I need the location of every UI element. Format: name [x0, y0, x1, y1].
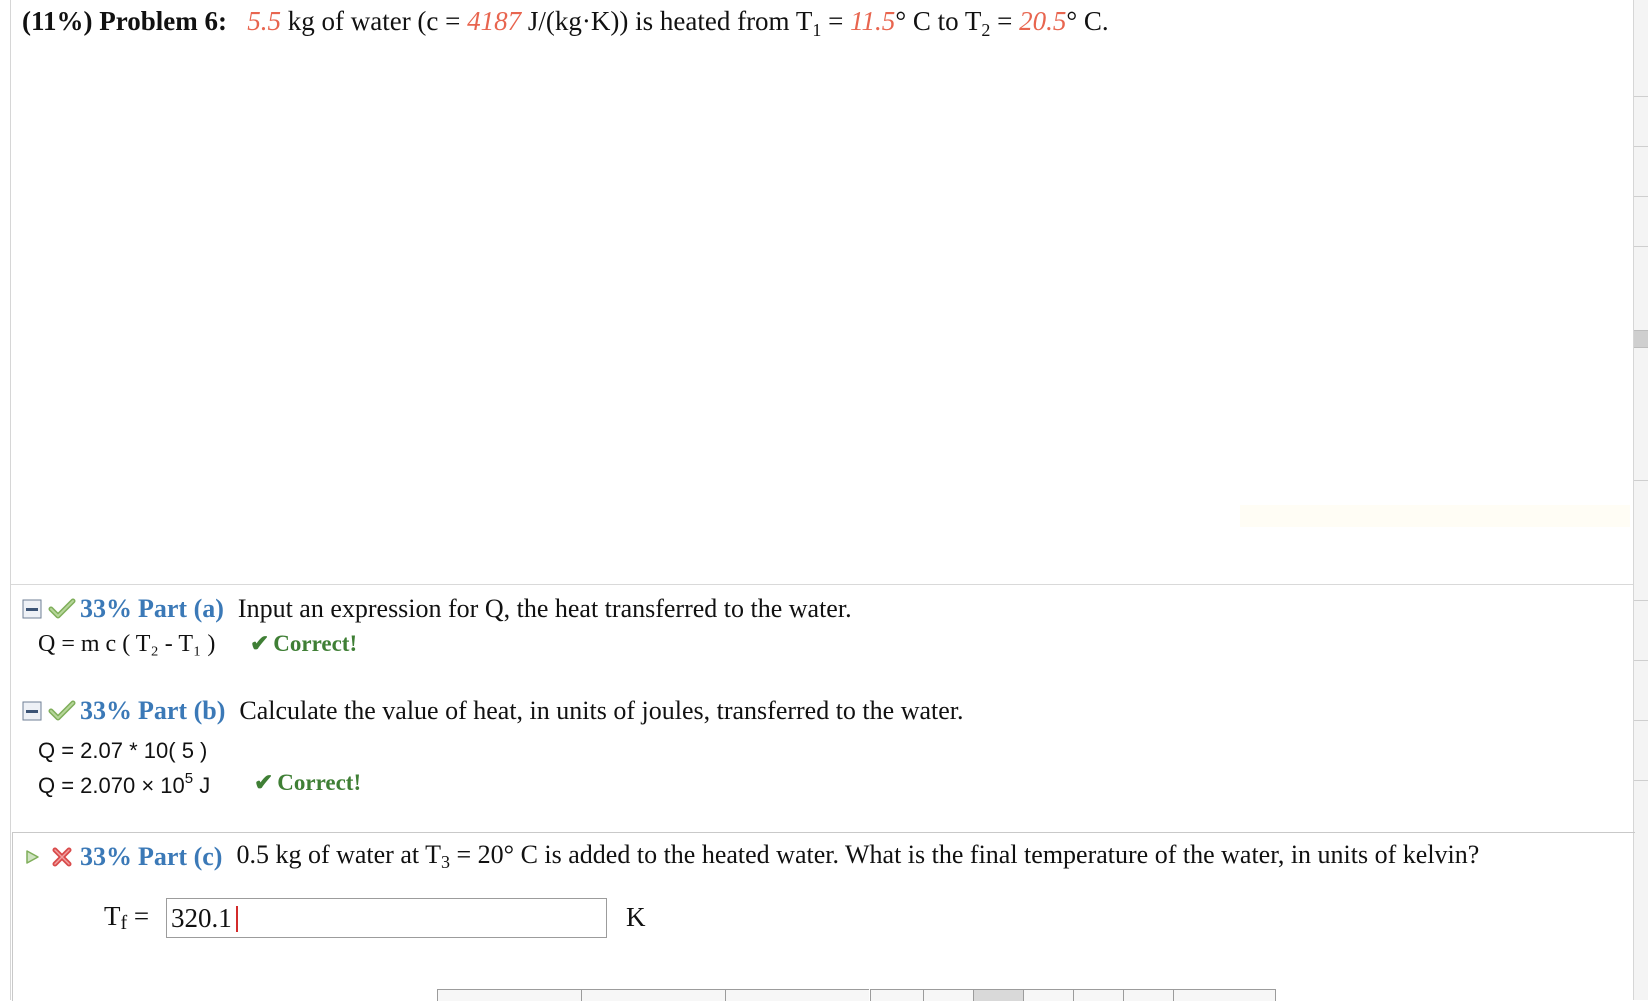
problem-text: = [821, 6, 851, 36]
formatted-answer: $Q = 2.070 \times 10^5$ J [38, 770, 211, 798]
keypad-key[interactable] [870, 989, 923, 1001]
part-weight: 33% [80, 841, 132, 871]
gutter-divider [1634, 480, 1648, 481]
subscript: 1 [812, 20, 822, 40]
problem-text: = [990, 6, 1020, 36]
problem-text: ° C to T [895, 6, 982, 36]
text-cursor [236, 906, 238, 932]
green-checkmark-icon [48, 597, 76, 621]
green-checkmark-icon [48, 699, 76, 723]
problem-text: kg of water (c = [280, 6, 468, 36]
subscript: 2 [981, 20, 991, 40]
correct-feedback: ✔ Correct! [250, 631, 358, 656]
exponent: 5 [184, 770, 194, 787]
part-a-header[interactable] [22, 594, 852, 624]
part-c-header[interactable] [22, 840, 1479, 873]
answer-unit: K [626, 902, 646, 932]
left-frame-border [10, 0, 11, 1000]
checkmark-icon: ✔ [250, 631, 270, 656]
part-weight: 33% [80, 594, 132, 623]
gutter-divider [1634, 146, 1648, 147]
t2-value: 20.5 [1019, 6, 1067, 36]
problem-statement [22, 6, 1109, 41]
checkmark-icon: ✔ [254, 770, 274, 795]
mass-value: 5.5 [247, 6, 281, 36]
keypad-key[interactable] [725, 989, 869, 1001]
gutter-divider [1634, 720, 1648, 721]
play-arrow-icon[interactable] [22, 847, 42, 867]
t1-value: 11.5 [850, 6, 896, 36]
part-label: Part (b) [138, 696, 226, 725]
answer-input[interactable] [166, 898, 607, 938]
answer-label: Tf = [104, 901, 150, 934]
gutter-divider [1634, 96, 1648, 97]
section-divider [11, 584, 1633, 585]
scrollbar-thumb[interactable] [1634, 330, 1648, 348]
gutter-divider [1634, 780, 1648, 781]
correct-feedback: ✔ Correct! [254, 770, 362, 795]
submitted-answer: Q = m c ( T₂ - T₁ ) [38, 631, 216, 657]
gutter-divider [1634, 246, 1648, 247]
keypad-key[interactable] [1023, 989, 1073, 1001]
problem-text: ° C. [1066, 6, 1109, 36]
part-label: Part (c) [138, 841, 223, 871]
part-b-header[interactable] [22, 696, 964, 726]
collapse-box-icon[interactable] [22, 701, 42, 721]
red-x-icon [48, 845, 76, 869]
problem-number: Problem 6: [99, 6, 227, 36]
gutter-divider [1634, 600, 1648, 601]
specific-heat-value: 4187 [467, 6, 522, 36]
entered-answer: Q = 2.07 * 10( 5 ) [38, 738, 208, 763]
keypad-key[interactable] [437, 989, 581, 1001]
keypad-key[interactable] [581, 989, 725, 1001]
right-scroll-gutter[interactable] [1634, 0, 1648, 1000]
blank-figure-area [1240, 505, 1630, 527]
keypad-key[interactable] [1173, 989, 1276, 1001]
keypad-key[interactable] [973, 989, 1023, 1001]
answer-unit: J [193, 773, 211, 798]
problem-weight: (11%) [22, 6, 93, 36]
keypad-key[interactable] [1123, 989, 1173, 1001]
keypad-key[interactable] [923, 989, 973, 1001]
gutter-divider [1634, 196, 1648, 197]
part-prompt: Calculate the value of heat, in units of joules, transferred to the water. [239, 696, 964, 725]
keypad-key[interactable] [1073, 989, 1123, 1001]
part-weight: 33% [80, 696, 132, 725]
gutter-divider [1634, 660, 1648, 661]
part-prompt: 0.5 kg of water at $T_3 = 20^\circ$ C is added to the heated water. What is the final temperature of the water, in units of kelvin? [236, 840, 1480, 872]
collapse-box-icon[interactable] [22, 599, 42, 619]
problem-text: J/(kg·K)) is heated from T [521, 6, 813, 36]
part-label: Part (a) [138, 594, 224, 623]
part-prompt: Input an expression for Q, the heat transferred to the water. [237, 594, 852, 623]
